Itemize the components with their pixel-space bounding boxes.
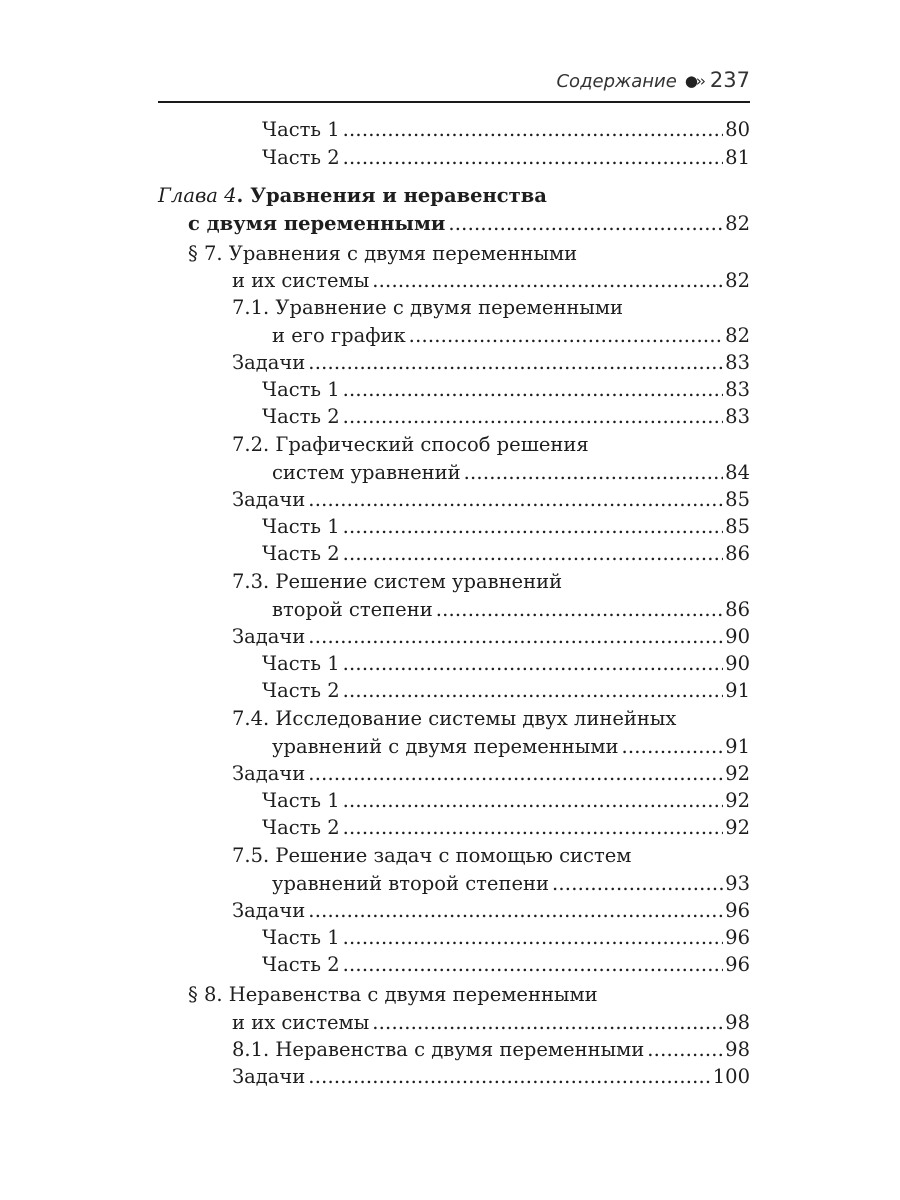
toc-entry-page: 86 <box>725 542 750 565</box>
toc-entry[interactable] <box>272 870 750 898</box>
toc-entry-label: уравнений с двумя переменными <box>272 735 619 758</box>
section-heading[interactable]: § 8. Неравенства с двумя переменными <box>188 983 598 1006</box>
toc-entry-page: 84 <box>725 461 750 484</box>
toc-leader-dots <box>305 349 723 377</box>
toc-entry-label: Часть 2 <box>262 405 340 428</box>
toc-leader-dots <box>305 623 723 651</box>
toc-entry-label: Часть 2 <box>262 542 340 565</box>
toc-leader-dots <box>340 513 724 541</box>
toc-entry-label: Задачи <box>232 1065 306 1088</box>
toc-entry[interactable] <box>232 486 750 514</box>
toc-entry[interactable] <box>262 951 750 979</box>
toc-entry-label: Часть 2 <box>262 146 340 169</box>
toc-entry-page: 81 <box>725 146 750 169</box>
header-rule <box>158 101 750 103</box>
toc-leader-dots <box>305 1063 710 1091</box>
toc-leader-dots <box>305 897 723 925</box>
toc-entry-label: систем уравнений <box>272 461 461 484</box>
toc-leader-dots <box>305 486 723 514</box>
toc-entry[interactable] <box>232 760 750 788</box>
toc-entry-page: 91 <box>725 679 750 702</box>
toc-entry[interactable] <box>262 116 750 144</box>
toc-entry-page: 98 <box>725 1038 750 1061</box>
toc-entry-label: Задачи <box>232 351 306 374</box>
toc-entry[interactable] <box>272 459 750 487</box>
toc-entry[interactable] <box>272 596 750 624</box>
toc-entry-label: Часть 2 <box>262 679 340 702</box>
page-number: 237 <box>709 68 750 92</box>
toc-leader-dots <box>340 403 724 431</box>
toc-entry-page: 83 <box>725 351 750 374</box>
toc-entry[interactable] <box>262 376 750 404</box>
toc-entry-page: 98 <box>725 1011 750 1034</box>
toc-leader-dots <box>340 540 724 568</box>
toc-entry-label: Задачи <box>232 625 306 648</box>
toc-entry[interactable] <box>272 322 750 350</box>
toc-entry[interactable] <box>262 814 750 842</box>
toc-entry-page: 80 <box>725 118 750 141</box>
toc-entry[interactable] <box>262 677 750 705</box>
toc-entry[interactable] <box>232 1009 750 1037</box>
toc-leader-dots <box>340 376 724 404</box>
subsection-heading[interactable]: 7.1. Уравнение с двумя переменными <box>232 296 624 319</box>
toc-entry-page: 83 <box>725 378 750 401</box>
toc-leader-dots <box>340 116 724 144</box>
toc-entry-label: Задачи <box>232 488 306 511</box>
toc-entry[interactable] <box>232 897 750 925</box>
toc-entry-label: Часть 1 <box>262 652 340 675</box>
toc-entry-label: Часть 2 <box>262 816 340 839</box>
header-marker-icon: ●›› <box>684 72 704 90</box>
toc-leader-dots <box>644 1036 723 1064</box>
toc-entry-label: Часть 1 <box>262 118 340 141</box>
toc-leader-dots <box>445 210 723 238</box>
chapter-title-cont: с двумя переменными <box>188 212 446 235</box>
toc-entry-label: и его график <box>272 324 406 347</box>
toc-entry-label: Часть 1 <box>262 378 340 401</box>
toc-entry-page: 92 <box>725 816 750 839</box>
toc-entry-label: и их системы <box>232 269 370 292</box>
subsection-heading[interactable]: 7.3. Решение систем уравнений <box>232 570 563 593</box>
toc-leader-dots <box>340 814 724 842</box>
toc-entry-label: Часть 1 <box>262 926 340 949</box>
toc-leader-dots <box>340 650 724 678</box>
toc-entry-page: 82 <box>725 324 750 347</box>
toc-entry-label: Задачи <box>232 899 306 922</box>
toc-entry[interactable] <box>262 540 750 568</box>
toc-leader-dots <box>433 596 723 624</box>
toc-entry-page: 82 <box>725 212 750 235</box>
toc-leader-dots <box>340 144 724 172</box>
toc-leader-dots <box>369 1009 723 1037</box>
toc-entry-label: и их системы <box>232 1011 370 1034</box>
toc-entry-label: Часть 2 <box>262 953 340 976</box>
running-header <box>158 68 750 98</box>
toc-entry-label: уравнений второй степени <box>272 872 549 895</box>
subsection-heading[interactable]: 7.5. Решение задач с помощью систем <box>232 844 632 867</box>
chapter-heading-line1[interactable] <box>158 182 547 210</box>
toc-leader-dots <box>618 733 723 761</box>
toc-entry[interactable] <box>262 650 750 678</box>
toc-entry-page: 86 <box>725 598 750 621</box>
toc-entry-label: 8.1. Неравенства с двумя переменными <box>232 1038 645 1061</box>
toc-entry-page: 82 <box>725 269 750 292</box>
toc-leader-dots <box>340 787 724 815</box>
toc-leader-dots <box>305 760 723 788</box>
toc-entry-page: 83 <box>725 405 750 428</box>
chapter-heading-line2[interactable] <box>188 210 750 238</box>
toc-entry-page: 93 <box>725 872 750 895</box>
toc-leader-dots <box>461 459 724 487</box>
toc-entry-page: 92 <box>725 789 750 812</box>
toc-entry[interactable] <box>232 623 750 651</box>
toc-entry-page: 90 <box>725 625 750 648</box>
toc-leader-dots <box>340 677 724 705</box>
toc-entry[interactable] <box>232 1063 750 1091</box>
toc-entry-page: 96 <box>725 953 750 976</box>
toc-leader-dots <box>369 267 723 295</box>
toc-entry[interactable] <box>272 733 750 761</box>
toc-leader-dots <box>340 924 724 952</box>
subsection-heading[interactable]: 7.4. Исследование системы двух линейных <box>232 707 677 730</box>
toc-entry[interactable] <box>262 924 750 952</box>
toc-entry-page: 90 <box>725 652 750 675</box>
toc-entry-page: 100 <box>712 1065 750 1088</box>
header-title: Содержание <box>556 71 677 92</box>
toc-entry-label: Часть 1 <box>262 515 340 538</box>
toc-entry-label: второй степени <box>272 598 433 621</box>
toc-entry[interactable] <box>232 349 750 377</box>
toc-entry[interactable] <box>262 787 750 815</box>
toc-entry[interactable] <box>262 403 750 431</box>
toc-entry-page: 85 <box>725 488 750 511</box>
toc-entry-page: 91 <box>725 735 750 758</box>
toc-leader-dots <box>406 322 724 350</box>
chapter-prefix: Глава 4 <box>158 184 237 207</box>
chapter-title: . Уравнения и неравенства <box>236 184 547 207</box>
toc-entry-label: Задачи <box>232 762 306 785</box>
toc-entry-label: Часть 1 <box>262 789 340 812</box>
toc-leader-dots <box>549 870 723 898</box>
toc-entry[interactable] <box>262 513 750 541</box>
toc-entry-page: 96 <box>725 899 750 922</box>
toc-entry-page: 92 <box>725 762 750 785</box>
toc-entry[interactable] <box>232 1036 750 1064</box>
subsection-heading[interactable]: 7.2. Графический способ решения <box>232 433 589 456</box>
toc-entry-page: 96 <box>725 926 750 949</box>
section-heading[interactable]: § 7. Уравнения с двумя переменными <box>188 242 578 265</box>
toc-entry-page: 85 <box>725 515 750 538</box>
toc-entry[interactable] <box>262 144 750 172</box>
toc-leader-dots <box>340 951 724 979</box>
toc-entry[interactable] <box>232 267 750 295</box>
